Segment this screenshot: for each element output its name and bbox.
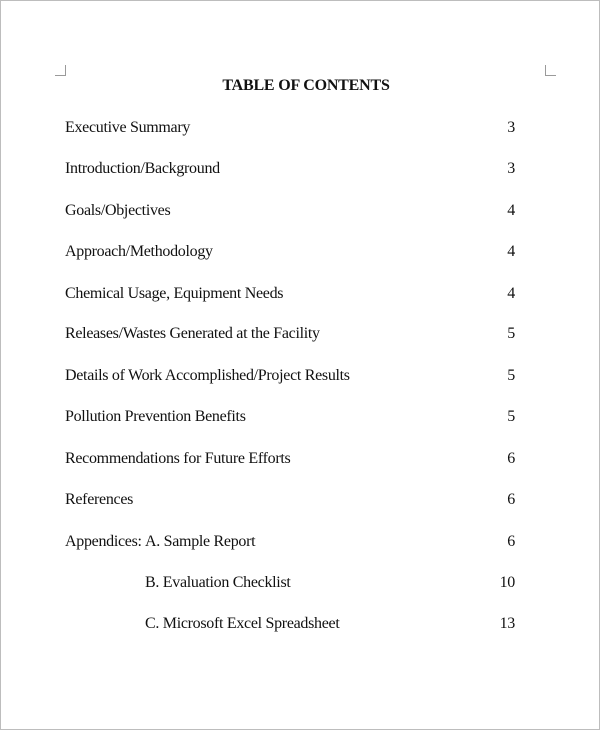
toc-entry-label: References bbox=[65, 491, 134, 508]
toc-entry-page: 6 bbox=[507, 491, 515, 508]
toc-entry-recommendations bbox=[65, 448, 515, 470]
toc-entry-label: Recommendations for Future Efforts bbox=[65, 450, 291, 467]
toc-entry-label: Approach/Methodology bbox=[65, 243, 213, 260]
toc-entry-label: Introduction/Background bbox=[65, 160, 220, 177]
appendix-label: A. Sample Report bbox=[145, 533, 256, 550]
toc-entry-page: 13 bbox=[499, 615, 515, 632]
toc-entry-page: 6 bbox=[507, 450, 515, 467]
toc-entry-label: Releases/Wastes Generated at the Facility bbox=[65, 325, 320, 342]
margin-corner-top-right bbox=[545, 65, 556, 76]
toc-entry-pollution-prevention bbox=[65, 406, 515, 428]
toc-entry-page: 3 bbox=[507, 119, 515, 136]
toc-entry-references bbox=[65, 489, 515, 511]
toc-entry-label: Pollution Prevention Benefits bbox=[65, 408, 246, 425]
toc-entry-work-details bbox=[65, 365, 515, 387]
toc-entry-executive-summary bbox=[65, 117, 515, 139]
toc-entry-label: Executive Summary bbox=[65, 119, 191, 136]
toc-entry-page: 6 bbox=[507, 533, 515, 550]
toc-entry-label: Goals/Objectives bbox=[65, 202, 171, 219]
toc-entry-page: 4 bbox=[507, 202, 515, 219]
toc-entry-approach bbox=[65, 241, 515, 263]
toc-entry-releases-wastes bbox=[65, 323, 515, 345]
toc-entry-page: 3 bbox=[507, 160, 515, 177]
page-title: TABLE OF CONTENTS bbox=[222, 77, 390, 94]
toc-entry-appendix-a bbox=[65, 531, 515, 553]
toc-entry-appendix-b bbox=[65, 572, 515, 594]
toc-entry-label: Details of Work Accomplished/Project Results bbox=[65, 367, 350, 384]
margin-corner-top-left bbox=[55, 65, 66, 76]
toc-entry-goals bbox=[65, 200, 515, 222]
toc-entry-chemical-usage bbox=[65, 283, 515, 305]
toc-entry-page: 5 bbox=[507, 325, 515, 342]
toc-entry-label: Chemical Usage, Equipment Needs bbox=[65, 285, 284, 302]
toc-entry-page: 4 bbox=[507, 285, 515, 302]
appendix-label: B. Evaluation Checklist bbox=[145, 574, 291, 591]
toc-entry-page: 4 bbox=[507, 243, 515, 260]
toc-entry-introduction bbox=[65, 158, 515, 180]
appendices-label: Appendices: bbox=[65, 533, 142, 550]
toc-entry-appendix-c bbox=[65, 613, 515, 635]
toc-entry-page: 10 bbox=[499, 574, 515, 591]
toc-entry-page: 5 bbox=[507, 408, 515, 425]
toc-entry-page: 5 bbox=[507, 367, 515, 384]
appendix-label: C. Microsoft Excel Spreadsheet bbox=[145, 615, 340, 632]
